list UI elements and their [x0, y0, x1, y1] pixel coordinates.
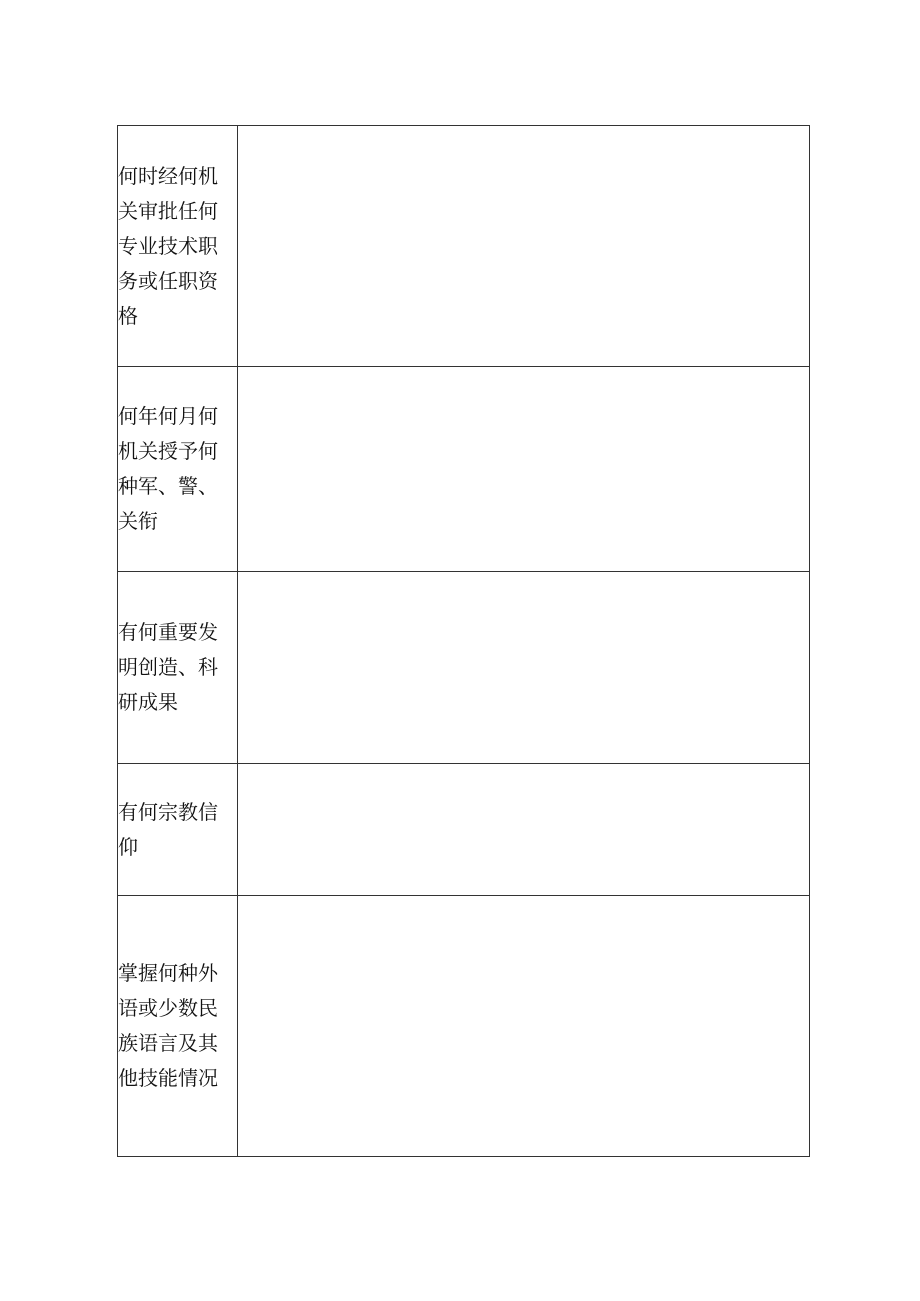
- form-label-cell: [118, 126, 238, 367]
- religion-label: 有何宗教信仰: [118, 799, 218, 859]
- form-label-cell: [118, 367, 238, 572]
- languages-skills-label: 掌握何种外语或少数民族语言及其他技能情况: [118, 961, 218, 1090]
- military-rank-field[interactable]: [238, 367, 810, 572]
- form-row-professional-title: [118, 126, 810, 367]
- languages-skills-field[interactable]: [238, 896, 810, 1157]
- form-row-inventions: [118, 572, 810, 764]
- personal-info-form-table: [117, 125, 810, 1157]
- religion-field[interactable]: [238, 764, 810, 896]
- form-row-languages-skills: [118, 896, 810, 1157]
- military-rank-label: 何年何月何机关授予何种军、警、关衔: [118, 404, 218, 533]
- form-row-military-rank: [118, 367, 810, 572]
- inventions-label: 有何重要发明创造、科研成果: [118, 620, 218, 714]
- form-row-religion: [118, 764, 810, 896]
- professional-title-field[interactable]: [238, 126, 810, 367]
- professional-title-label: 何时经何机关审批任何专业技术职务或任职资格: [118, 163, 218, 328]
- form-label-cell: [118, 896, 238, 1157]
- inventions-field[interactable]: [238, 572, 810, 764]
- form-label-cell: [118, 572, 238, 764]
- form-label-cell: [118, 764, 238, 896]
